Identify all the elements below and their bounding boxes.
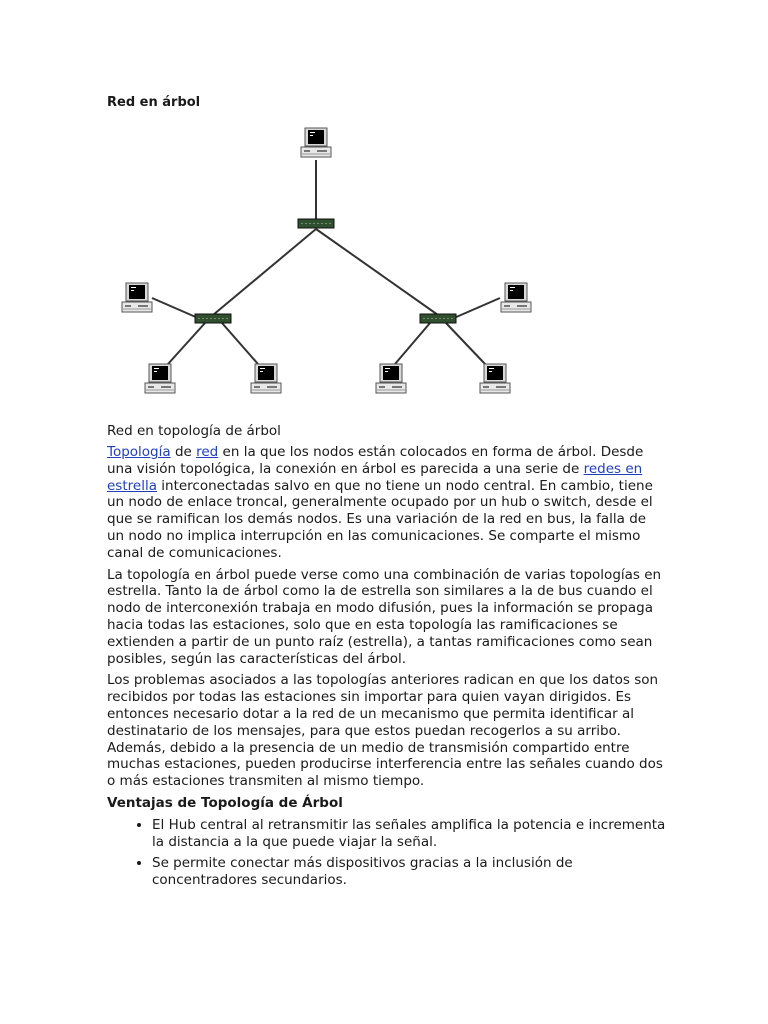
link-left-hub-pc-b [168,323,205,364]
page-heading: Red en árbol [107,95,201,110]
link-left-hub-pc-a [152,298,198,318]
computer-icon-right-f [480,364,510,393]
paragraph-intro-text-a: en la que los nodos están colocados en forma de árbol. Desde una visión topológica, la conexión en árbol es parecida a una serie de [107,444,644,477]
paragraph-combination: La topología en árbol puede verse como una combinación de varias topologías en estrella. Tanto la de árbol como la de estrella son similares a la de bus cuando el nodo de interconexión trabaja en modo difusión, pues la información se propaga hacia todas las estaciones, solo que en esta topología las ramificaciones se extienden a partir de un punto raíz (estrella), a tantas ramificaciones como sean posibles, según las características del árbol. [107,566,662,667]
computer-icon-right-d [501,283,531,312]
paragraph-intro [107,444,667,562]
list-item: • El Hub central al retransmitir las señales amplifica la potencia e incrementa la distancia a la que puede viajar la señal. [152,817,667,851]
link-topologia[interactable]: Topología [107,444,171,460]
right-hub-icon [420,314,456,323]
computer-icon-top [301,128,331,157]
paragraph-intro-text-b: interconectadas salvo en que no tiene un nodo central. En cambio, tiene un nodo de enlace troncal, generalmente ocupado por un hub o switch, desde el que se ramifican los demás nodos. Es una variación de la red en bus, la falla de un nodo no implica interrupción en las comunicaciones. Se comparte el mismo canal de comunicaciones. [107,477,653,561]
computer-icon-left-c [251,364,281,393]
link-left-hub-pc-c [222,323,258,364]
article-body [107,444,667,894]
paragraph-problems: Los problemas asociados a las topologías anteriores radican en que los datos son recibidos por todas las estaciones sin importar para quien vayan dirigidos. Es entonces necesario dotar a la red de un mecanismo que permita identificar al destinatario de los mensajes, para que estos puedan recogerlos a su arribo. Además, debido a la presencia de un medio de transmisión compartido entre muchas estaciones, pueden producirse interferencia entre las señales cuando dos o más estaciones transmiten al mismo tiempo. [107,672,663,790]
link-redes-en-estrella[interactable]: redes en estrella [107,460,643,494]
link-root-hub-right-hub [316,229,438,315]
link-right-hub-pc-f [446,323,485,364]
tree-topology-diagram [0,0,768,420]
computer-icon-left-b [145,364,175,393]
computer-icon-right-e [376,364,406,393]
link-right-hub-pc-d [454,298,500,318]
network-links [152,160,500,364]
figure-caption: Red en topología de árbol [107,423,281,439]
left-hub-icon [195,314,231,323]
advantages-list [107,817,667,889]
advantages-title: Ventajas de Topología de Árbol [107,794,343,811]
paragraph-intro-text-de: de [170,444,197,460]
link-red[interactable]: red [196,444,219,460]
link-root-hub-left-hub [213,229,316,315]
computer-icon-left-a [122,283,152,312]
root-hub-icon [298,219,334,228]
list-item: • Se permite conectar más dispositivos gracias a la inclusión de concentradores secundarios. [152,855,667,889]
link-right-hub-pc-e [395,323,430,364]
